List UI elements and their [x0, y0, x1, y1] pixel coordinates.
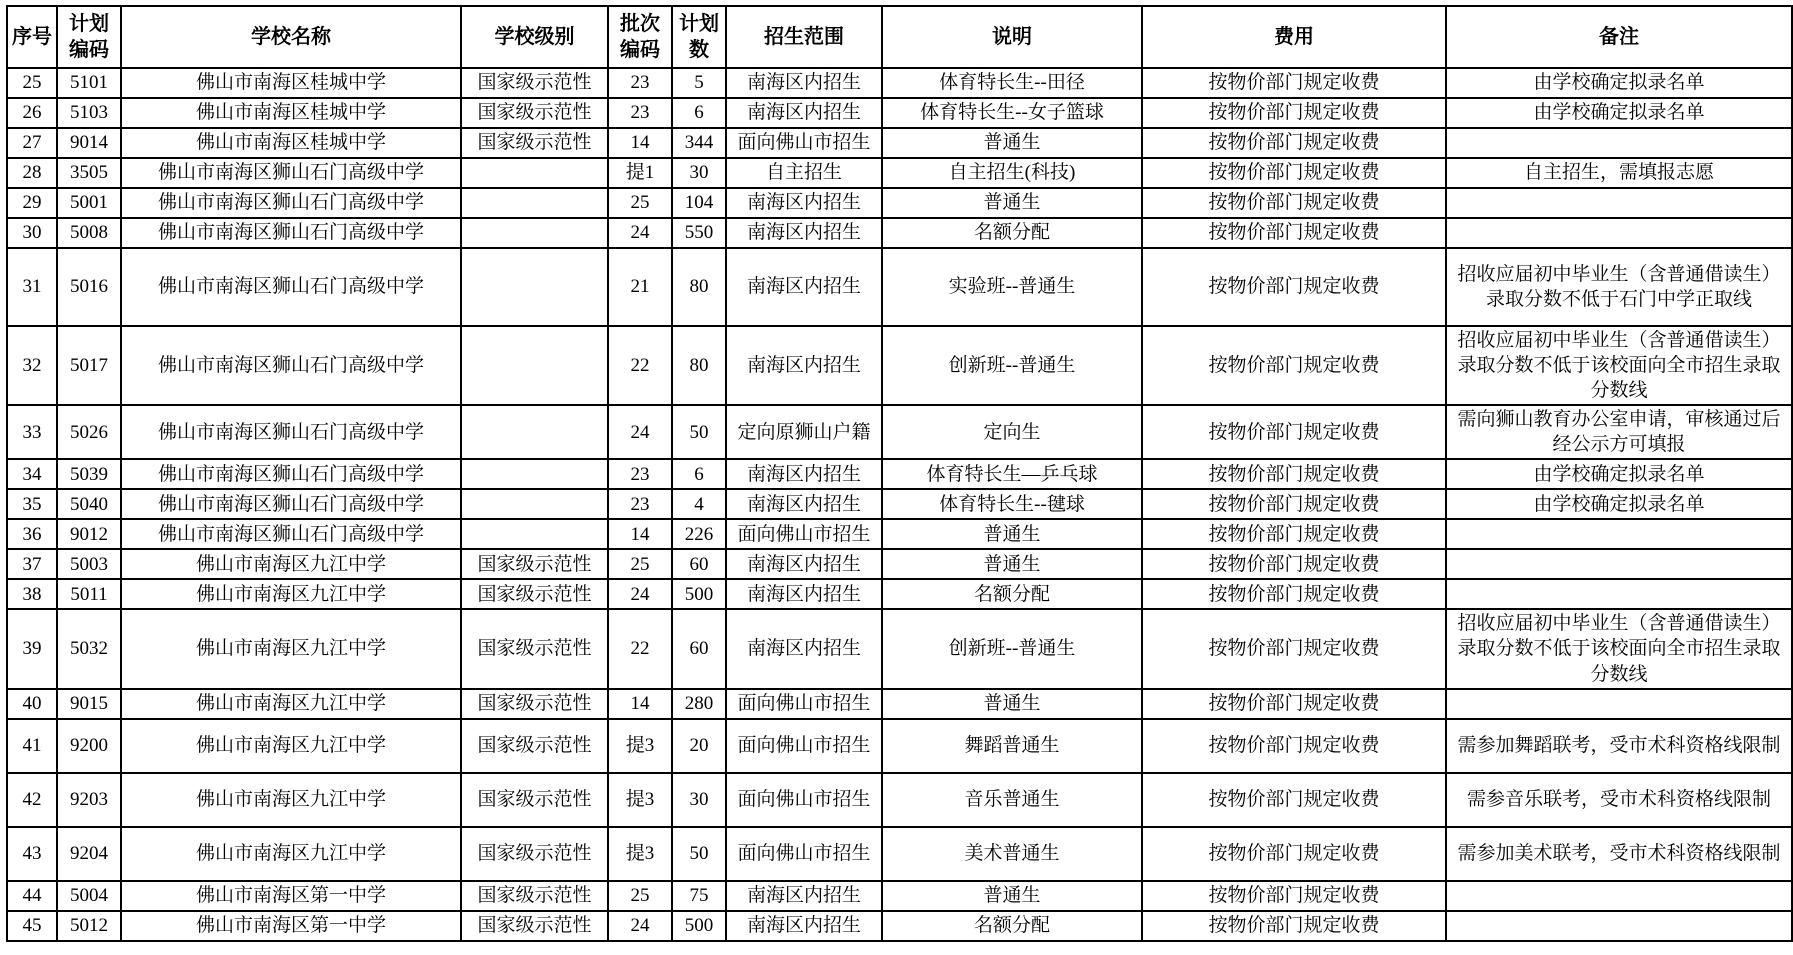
cell-school-name: 佛山市南海区狮山石门高级中学 [121, 158, 461, 188]
cell-school-name: 佛山市南海区九江中学 [121, 773, 461, 827]
cell-plan-count: 500 [672, 911, 726, 941]
cell-fee: 按物价部门规定收费 [1142, 218, 1446, 248]
cell-remark [1446, 549, 1792, 579]
cell-plan-count: 30 [672, 773, 726, 827]
cell-school-name: 佛山市南海区狮山石门高级中学 [121, 218, 461, 248]
cell-description: 创新班--普通生 [882, 609, 1142, 688]
cell-school-name: 佛山市南海区桂城中学 [121, 128, 461, 158]
cell-enroll-scope: 南海区内招生 [726, 326, 882, 405]
cell-batch-code: 25 [608, 188, 672, 218]
table-row [7, 158, 1792, 188]
cell-fee: 按物价部门规定收费 [1142, 98, 1446, 128]
cell-index: 34 [7, 459, 57, 489]
cell-description: 普通生 [882, 128, 1142, 158]
cell-fee: 按物价部门规定收费 [1142, 248, 1446, 326]
cell-plan-count: 344 [672, 128, 726, 158]
cell-description: 音乐普通生 [882, 773, 1142, 827]
cell-index: 32 [7, 326, 57, 405]
cell-remark [1446, 519, 1792, 549]
cell-plan-code: 5004 [57, 881, 121, 911]
cell-batch-code: 23 [608, 68, 672, 98]
cell-remark: 需参音乐联考，受市术科资格线限制 [1446, 773, 1792, 827]
cell-plan-count: 4 [672, 489, 726, 519]
cell-school-name: 佛山市南海区狮山石门高级中学 [121, 326, 461, 405]
cell-school-level: 国家级示范性 [461, 68, 608, 98]
col-header-plan-count: 计划数 [672, 6, 726, 68]
cell-batch-code: 22 [608, 326, 672, 405]
cell-plan-count: 6 [672, 459, 726, 489]
cell-batch-code: 25 [608, 549, 672, 579]
cell-index: 36 [7, 519, 57, 549]
cell-index: 41 [7, 719, 57, 773]
cell-description: 实验班--普通生 [882, 248, 1142, 326]
cell-batch-code: 提1 [608, 158, 672, 188]
cell-batch-code: 23 [608, 459, 672, 489]
table-row [7, 689, 1792, 719]
cell-description: 创新班--普通生 [882, 326, 1142, 405]
table-row [7, 489, 1792, 519]
cell-plan-code: 9203 [57, 773, 121, 827]
cell-enroll-scope: 南海区内招生 [726, 579, 882, 609]
cell-remark [1446, 881, 1792, 911]
cell-fee: 按物价部门规定收费 [1142, 326, 1446, 405]
cell-index: 33 [7, 405, 57, 459]
cell-plan-code: 9200 [57, 719, 121, 773]
table-row [7, 911, 1792, 941]
cell-school-level: 国家级示范性 [461, 128, 608, 158]
cell-index: 42 [7, 773, 57, 827]
cell-description: 普通生 [882, 689, 1142, 719]
cell-school-level: 国家级示范性 [461, 98, 608, 128]
cell-remark: 需参加舞蹈联考，受市术科资格线限制 [1446, 719, 1792, 773]
cell-index: 38 [7, 579, 57, 609]
cell-plan-code: 5026 [57, 405, 121, 459]
cell-remark: 招收应届初中毕业生（含普通借读生）录取分数不低于石门中学正取线 [1446, 248, 1792, 326]
cell-fee: 按物价部门规定收费 [1142, 489, 1446, 519]
cell-remark [1446, 128, 1792, 158]
cell-batch-code: 14 [608, 128, 672, 158]
cell-school-name: 佛山市南海区狮山石门高级中学 [121, 188, 461, 218]
cell-fee: 按物价部门规定收费 [1142, 881, 1446, 911]
cell-fee: 按物价部门规定收费 [1142, 609, 1446, 688]
cell-enroll-scope: 南海区内招生 [726, 68, 882, 98]
cell-enroll-scope: 面向佛山市招生 [726, 773, 882, 827]
cell-plan-code: 9015 [57, 689, 121, 719]
enrollment-plan-table [6, 5, 1793, 942]
table-row [7, 248, 1792, 326]
cell-fee: 按物价部门规定收费 [1142, 579, 1446, 609]
cell-index: 31 [7, 248, 57, 326]
col-header-enroll-scope: 招生范围 [726, 6, 882, 68]
cell-enroll-scope: 南海区内招生 [726, 881, 882, 911]
cell-batch-code: 提3 [608, 827, 672, 881]
cell-remark [1446, 188, 1792, 218]
col-header-school-level: 学校级别 [461, 6, 608, 68]
cell-plan-count: 50 [672, 405, 726, 459]
cell-school-name: 佛山市南海区桂城中学 [121, 98, 461, 128]
table-row [7, 881, 1792, 911]
cell-plan-code: 9012 [57, 519, 121, 549]
table-row [7, 609, 1792, 688]
cell-school-level: 国家级示范性 [461, 549, 608, 579]
cell-description: 体育特长生—乒乓球 [882, 459, 1142, 489]
col-header-index: 序号 [7, 6, 57, 68]
cell-school-level [461, 459, 608, 489]
cell-remark: 自主招生，需填报志愿 [1446, 158, 1792, 188]
cell-description: 普通生 [882, 881, 1142, 911]
cell-fee: 按物价部门规定收费 [1142, 519, 1446, 549]
cell-plan-count: 80 [672, 326, 726, 405]
cell-plan-code: 5011 [57, 579, 121, 609]
cell-enroll-scope: 面向佛山市招生 [726, 519, 882, 549]
cell-enroll-scope: 面向佛山市招生 [726, 827, 882, 881]
table-row [7, 773, 1792, 827]
cell-school-name: 佛山市南海区狮山石门高级中学 [121, 489, 461, 519]
cell-remark: 招收应届初中毕业生（含普通借读生）录取分数不低于该校面向全市招生录取分数线 [1446, 609, 1792, 688]
cell-batch-code: 22 [608, 609, 672, 688]
cell-enroll-scope: 南海区内招生 [726, 188, 882, 218]
cell-plan-count: 50 [672, 827, 726, 881]
table-row [7, 98, 1792, 128]
cell-description: 体育特长生--毽球 [882, 489, 1142, 519]
table-body [7, 68, 1792, 941]
cell-description: 舞蹈普通生 [882, 719, 1142, 773]
table-row [7, 188, 1792, 218]
cell-batch-code: 提3 [608, 719, 672, 773]
cell-description: 普通生 [882, 188, 1142, 218]
col-header-batch-code: 批次编码 [608, 6, 672, 68]
cell-school-name: 佛山市南海区九江中学 [121, 689, 461, 719]
cell-school-level [461, 188, 608, 218]
cell-fee: 按物价部门规定收费 [1142, 405, 1446, 459]
cell-school-level: 国家级示范性 [461, 579, 608, 609]
cell-fee: 按物价部门规定收费 [1142, 689, 1446, 719]
cell-school-name: 佛山市南海区九江中学 [121, 827, 461, 881]
cell-plan-code: 5016 [57, 248, 121, 326]
cell-batch-code: 14 [608, 519, 672, 549]
col-header-remark: 备注 [1446, 6, 1792, 68]
cell-index: 26 [7, 98, 57, 128]
cell-plan-code: 5003 [57, 549, 121, 579]
cell-school-name: 佛山市南海区九江中学 [121, 719, 461, 773]
cell-index: 37 [7, 549, 57, 579]
cell-enroll-scope: 南海区内招生 [726, 218, 882, 248]
cell-remark: 由学校确定拟录名单 [1446, 68, 1792, 98]
cell-plan-code: 5008 [57, 218, 121, 248]
cell-fee: 按物价部门规定收费 [1142, 459, 1446, 489]
cell-fee: 按物价部门规定收费 [1142, 128, 1446, 158]
table-row [7, 719, 1792, 773]
cell-fee: 按物价部门规定收费 [1142, 911, 1446, 941]
cell-description: 自主招生(科技) [882, 158, 1142, 188]
cell-batch-code: 21 [608, 248, 672, 326]
cell-remark: 由学校确定拟录名单 [1446, 459, 1792, 489]
cell-school-name: 佛山市南海区桂城中学 [121, 68, 461, 98]
cell-description: 名额分配 [882, 218, 1142, 248]
cell-index: 44 [7, 881, 57, 911]
cell-plan-code: 9204 [57, 827, 121, 881]
cell-fee: 按物价部门规定收费 [1142, 158, 1446, 188]
cell-school-level: 国家级示范性 [461, 881, 608, 911]
header-row [7, 6, 1792, 68]
cell-school-level [461, 405, 608, 459]
table-row [7, 68, 1792, 98]
table-row [7, 827, 1792, 881]
cell-fee: 按物价部门规定收费 [1142, 719, 1446, 773]
cell-plan-code: 3505 [57, 158, 121, 188]
cell-index: 35 [7, 489, 57, 519]
cell-school-level: 国家级示范性 [461, 911, 608, 941]
cell-plan-count: 60 [672, 549, 726, 579]
cell-enroll-scope: 南海区内招生 [726, 549, 882, 579]
cell-batch-code: 24 [608, 405, 672, 459]
cell-fee: 按物价部门规定收费 [1142, 773, 1446, 827]
cell-school-name: 佛山市南海区九江中学 [121, 579, 461, 609]
cell-plan-count: 280 [672, 689, 726, 719]
cell-plan-code: 5001 [57, 188, 121, 218]
cell-school-name: 佛山市南海区狮山石门高级中学 [121, 405, 461, 459]
cell-plan-count: 226 [672, 519, 726, 549]
col-header-plan-code: 计划编码 [57, 6, 121, 68]
cell-remark [1446, 689, 1792, 719]
cell-school-level: 国家级示范性 [461, 773, 608, 827]
cell-school-name: 佛山市南海区狮山石门高级中学 [121, 248, 461, 326]
cell-school-level [461, 158, 608, 188]
table-header [7, 6, 1792, 68]
cell-school-level: 国家级示范性 [461, 827, 608, 881]
cell-enroll-scope: 南海区内招生 [726, 98, 882, 128]
cell-enroll-scope: 面向佛山市招生 [726, 719, 882, 773]
cell-school-level [461, 248, 608, 326]
cell-plan-code: 5101 [57, 68, 121, 98]
table-row [7, 405, 1792, 459]
cell-description: 体育特长生--田径 [882, 68, 1142, 98]
cell-school-name: 佛山市南海区九江中学 [121, 549, 461, 579]
cell-school-level: 国家级示范性 [461, 719, 608, 773]
cell-index: 39 [7, 609, 57, 688]
cell-index: 30 [7, 218, 57, 248]
cell-batch-code: 23 [608, 489, 672, 519]
cell-description: 普通生 [882, 549, 1142, 579]
cell-enroll-scope: 定向原狮山户籍 [726, 405, 882, 459]
cell-plan-count: 75 [672, 881, 726, 911]
cell-plan-count: 30 [672, 158, 726, 188]
cell-batch-code: 24 [608, 579, 672, 609]
cell-enroll-scope: 面向佛山市招生 [726, 689, 882, 719]
cell-school-level [461, 326, 608, 405]
cell-batch-code: 23 [608, 98, 672, 128]
cell-plan-count: 5 [672, 68, 726, 98]
cell-index: 28 [7, 158, 57, 188]
table-row [7, 579, 1792, 609]
cell-remark [1446, 579, 1792, 609]
cell-plan-count: 550 [672, 218, 726, 248]
col-header-fee: 费用 [1142, 6, 1446, 68]
cell-plan-count: 500 [672, 579, 726, 609]
cell-remark: 需参加美术联考，受市术科资格线限制 [1446, 827, 1792, 881]
cell-fee: 按物价部门规定收费 [1142, 68, 1446, 98]
table-row [7, 218, 1792, 248]
table-row [7, 326, 1792, 405]
cell-remark: 由学校确定拟录名单 [1446, 489, 1792, 519]
cell-fee: 按物价部门规定收费 [1142, 549, 1446, 579]
cell-remark [1446, 911, 1792, 941]
cell-plan-count: 104 [672, 188, 726, 218]
cell-index: 29 [7, 188, 57, 218]
cell-index: 40 [7, 689, 57, 719]
cell-plan-count: 20 [672, 719, 726, 773]
cell-enroll-scope: 南海区内招生 [726, 489, 882, 519]
cell-index: 43 [7, 827, 57, 881]
cell-school-level [461, 519, 608, 549]
cell-plan-code: 5017 [57, 326, 121, 405]
cell-description: 定向生 [882, 405, 1142, 459]
cell-plan-count: 6 [672, 98, 726, 128]
cell-plan-code: 9014 [57, 128, 121, 158]
cell-fee: 按物价部门规定收费 [1142, 188, 1446, 218]
cell-plan-code: 5039 [57, 459, 121, 489]
cell-index: 25 [7, 68, 57, 98]
cell-enroll-scope: 面向佛山市招生 [726, 128, 882, 158]
table-row [7, 128, 1792, 158]
cell-remark: 由学校确定拟录名单 [1446, 98, 1792, 128]
cell-enroll-scope: 南海区内招生 [726, 911, 882, 941]
table-row [7, 549, 1792, 579]
cell-school-level: 国家级示范性 [461, 609, 608, 688]
cell-index: 45 [7, 911, 57, 941]
cell-enroll-scope: 南海区内招生 [726, 609, 882, 688]
cell-plan-code: 5012 [57, 911, 121, 941]
cell-description: 美术普通生 [882, 827, 1142, 881]
cell-description: 名额分配 [882, 911, 1142, 941]
cell-school-level: 国家级示范性 [461, 689, 608, 719]
cell-batch-code: 24 [608, 911, 672, 941]
cell-remark: 招收应届初中毕业生（含普通借读生）录取分数不低于该校面向全市招生录取分数线 [1446, 326, 1792, 405]
cell-batch-code: 提3 [608, 773, 672, 827]
cell-fee: 按物价部门规定收费 [1142, 827, 1446, 881]
cell-description: 名额分配 [882, 579, 1142, 609]
cell-batch-code: 14 [608, 689, 672, 719]
cell-enroll-scope: 自主招生 [726, 158, 882, 188]
cell-index: 27 [7, 128, 57, 158]
cell-school-name: 佛山市南海区第一中学 [121, 881, 461, 911]
col-header-description: 说明 [882, 6, 1142, 68]
col-header-school-name: 学校名称 [121, 6, 461, 68]
cell-school-name: 佛山市南海区第一中学 [121, 911, 461, 941]
table-row [7, 519, 1792, 549]
cell-plan-code: 5032 [57, 609, 121, 688]
cell-school-name: 佛山市南海区狮山石门高级中学 [121, 519, 461, 549]
cell-remark: 需向狮山教育办公室申请，审核通过后经公示方可填报 [1446, 405, 1792, 459]
cell-batch-code: 25 [608, 881, 672, 911]
cell-remark [1446, 218, 1792, 248]
cell-school-level [461, 489, 608, 519]
cell-plan-count: 60 [672, 609, 726, 688]
cell-school-name: 佛山市南海区狮山石门高级中学 [121, 459, 461, 489]
cell-enroll-scope: 南海区内招生 [726, 248, 882, 326]
cell-batch-code: 24 [608, 218, 672, 248]
cell-enroll-scope: 南海区内招生 [726, 459, 882, 489]
cell-description: 普通生 [882, 519, 1142, 549]
cell-plan-count: 80 [672, 248, 726, 326]
cell-description: 体育特长生--女子篮球 [882, 98, 1142, 128]
cell-plan-code: 5040 [57, 489, 121, 519]
cell-plan-code: 5103 [57, 98, 121, 128]
cell-school-level [461, 218, 608, 248]
table-row [7, 459, 1792, 489]
cell-school-name: 佛山市南海区九江中学 [121, 609, 461, 688]
